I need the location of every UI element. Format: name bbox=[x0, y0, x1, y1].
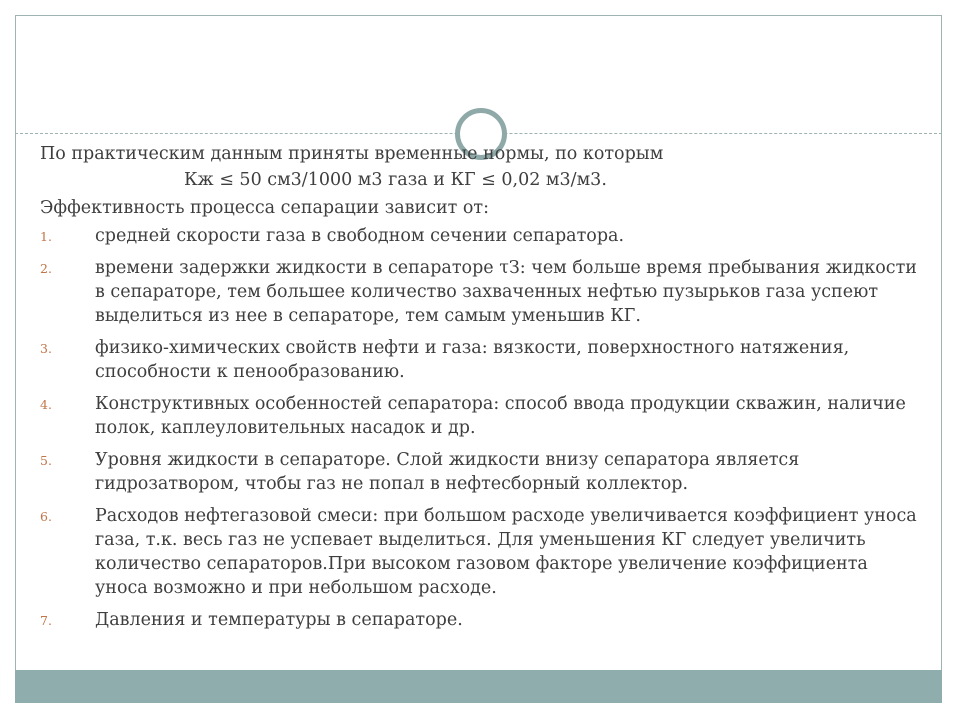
list-item bbox=[40, 392, 920, 440]
list-text: Давления и температуры в сепараторе. bbox=[95, 610, 463, 630]
list-item bbox=[40, 448, 920, 496]
list-item bbox=[40, 608, 920, 632]
list-text: Расходов нефтегазовой смеси: при большом расходе увеличивается коэффициент уноса газа, т.к. весь газ не успевает выделиться. Для уменьшения КГ следует увеличить количество сепараторов.При высоком газовом факторе увеличение коэффициента уноса возможно и при небольшом расходе. bbox=[95, 506, 917, 598]
formula-text: Кж ≤ 50 см3/1000 м3 газа и КГ ≤ 0,02 м3/м3. bbox=[184, 170, 607, 190]
list-text: Уровня жидкости в сепараторе. Слой жидкости внизу сепаратора является гидрозатвором, чтобы газ не попал в нефтесборный коллектор. bbox=[95, 450, 800, 494]
subtitle-text: Эффективность процесса сепарации зависит от: bbox=[40, 198, 490, 218]
list-number: 3. bbox=[40, 341, 52, 356]
list-number: 5. bbox=[40, 453, 52, 468]
list-number: 7. bbox=[40, 613, 52, 628]
factor-list bbox=[40, 224, 920, 632]
list-item bbox=[40, 224, 920, 248]
list-text: времени задержки жидкости в сепараторе τЗ: чем больше время пребывания жидкости в сепараторе, тем большее количество захваченных нефтью пузырьков газа успеют выделиться из нее в сепараторе, тем самым уменьшив КГ. bbox=[95, 258, 917, 326]
bottom-bar bbox=[15, 670, 942, 703]
list-text: физико-химических свойств нефти и газа: вязкости, поверхностного натяжения, способности к пенообразованию. bbox=[95, 338, 850, 382]
list-item bbox=[40, 336, 920, 384]
list-text: Конструктивных особенностей сепаратора: способ ввода продукции скважин, наличие полок, каплеуловительных насадок и др. bbox=[95, 394, 906, 438]
list-number: 4. bbox=[40, 397, 52, 412]
list-number: 2. bbox=[40, 261, 52, 276]
list-text: средней скорости газа в свободном сечении сепаратора. bbox=[95, 226, 625, 246]
list-item bbox=[40, 256, 920, 328]
list-item bbox=[40, 504, 920, 600]
list-number: 1. bbox=[40, 229, 52, 244]
intro-text: По практическим данным приняты временные нормы, по которым bbox=[40, 144, 664, 164]
slide-content bbox=[40, 142, 920, 640]
list-number: 6. bbox=[40, 509, 52, 524]
